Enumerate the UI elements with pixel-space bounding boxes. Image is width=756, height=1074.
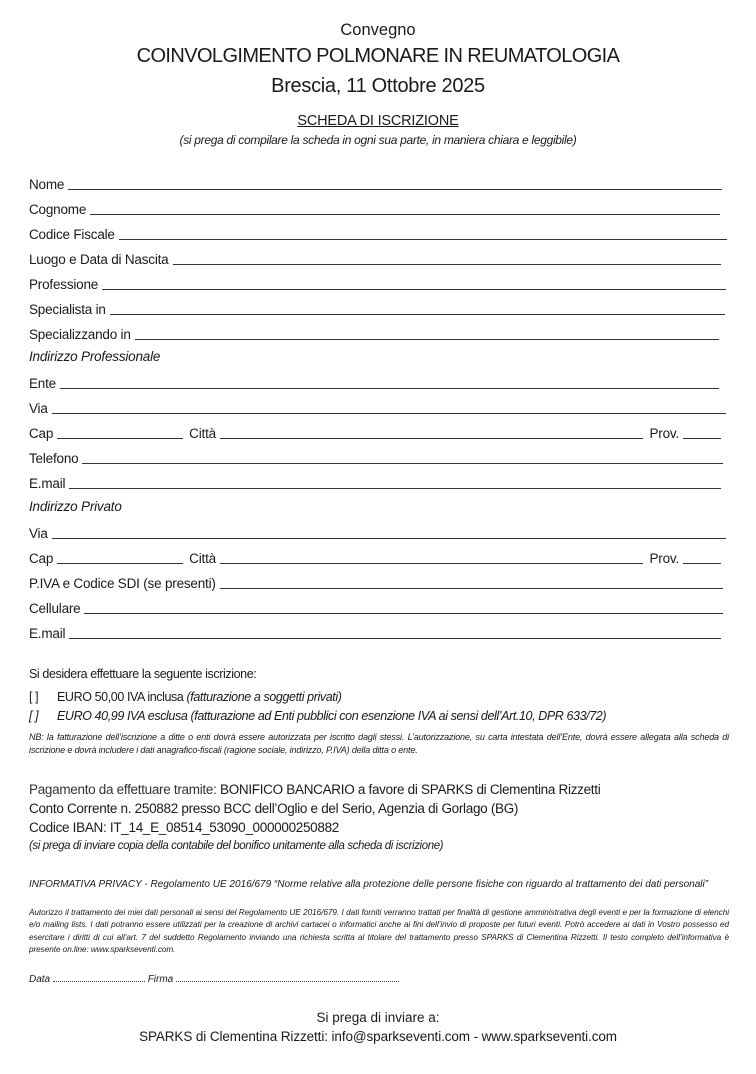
field-cap-citta-prov-priv (29, 547, 721, 567)
field-label: Città (189, 426, 216, 441)
option-note: (fatturazione ad Enti pubblici con esenzione IVA ai sensi dell’Art.10, DPR 633/72) (190, 709, 607, 723)
specializzando-input-line[interactable] (135, 339, 719, 340)
field-label: Prov. (649, 551, 679, 566)
via-priv-input-line[interactable] (52, 538, 726, 539)
field-luogo-data-nascita (29, 248, 721, 268)
privacy-body: Autorizzo il trattamento dei miei dati personali ai sensi del Regolamento UE 2016/679. I dati forniti verranno trattati per finalità di gestione amministrativa degli eventi e per la formazione di elenchi e/o mailing lists. I dati potranno essere utilizzati per la creazione di archivi cartacei o informatici anche ai fini dell’invio di proposte per futuri eventi. Potrò accedere ai dati in Vostro possesso ed esercitare i diritti di cui all’art. 7 del suddetto Regolamento inviando una richiesta scritta al titolare del trattamento presso SPARKS di Clementina Rizzetti. Il testo completo dell’informativa è presente on.line: www.sparkseventi.com. (29, 908, 729, 954)
field-label: Cognome (29, 202, 87, 217)
citta-prof-input-line[interactable] (220, 438, 644, 439)
signature-input-line[interactable] (176, 972, 399, 982)
field-label: Prov. (649, 426, 679, 441)
option-price: EURO 50,00 IVA inclusa (57, 690, 184, 704)
date-input-line[interactable] (53, 972, 145, 982)
payment-note: (si prega di inviare copia della contabile del bonifico unitamente alla scheda di iscrizione) (29, 840, 444, 852)
payment-iban: Codice IBAN: IT_14_E_08514_53090_000000250882 (29, 820, 340, 835)
payment-line-1 (29, 782, 600, 797)
cognome-input-line[interactable] (90, 214, 720, 215)
field-cognome (29, 198, 720, 218)
event-place-date: Brescia, 11 Ottobre 2025 (271, 75, 485, 97)
field-label: Telefono (29, 451, 79, 466)
via-prof-input-line[interactable] (52, 413, 726, 414)
field-specializzando (29, 323, 719, 343)
field-specialista (29, 298, 725, 318)
field-ente (29, 372, 719, 392)
field-nome (29, 173, 722, 193)
section-professional-address: Indirizzo Professionale (29, 349, 161, 364)
checkbox-privati[interactable]: [ ] (29, 690, 39, 704)
citta-priv-input-line[interactable] (220, 563, 644, 564)
form-title: SCHEDA DI ISCRIZIONE (297, 113, 459, 129)
option-privati[interactable] (29, 690, 342, 704)
field-label: Cellulare (29, 601, 81, 616)
payment-line-2: Conto Corrente n. 250882 presso BCC dell’Oglio e del Serio, Agenzia di Gorlago (BG) (29, 801, 519, 816)
prov-priv-input-line[interactable] (683, 563, 721, 564)
field-telefono (29, 447, 723, 467)
field-professione (29, 273, 726, 293)
event-title: COINVOLGIMENTO POLMONARE IN REUMATOLOGIA (136, 45, 620, 67)
privacy-heading: INFORMATIVA PRIVACY - Regolamento UE 2016/679 “Norme relative alla protezione delle persone fisiche con riguardo al trattamento dei dati personali” (29, 879, 709, 890)
event-type: Convegno (340, 21, 416, 39)
cellulare-input-line[interactable] (84, 613, 723, 614)
field-label: Codice Fiscale (29, 227, 115, 242)
date-label: Data (29, 974, 51, 985)
telefono-input-line[interactable] (82, 463, 723, 464)
email-priv-input-line[interactable] (69, 638, 721, 639)
field-label: Cap (29, 426, 54, 441)
registration-title: Si desidera effettuare la seguente iscrizione: (29, 667, 257, 681)
option-note: (fatturazione a soggetti privati) (186, 690, 342, 704)
piva-sdi-input-line[interactable] (220, 588, 723, 589)
nome-input-line[interactable] (68, 189, 722, 190)
field-label: Professione (29, 277, 99, 292)
field-label: P.IVA e Codice SDI (se presenti) (29, 576, 216, 591)
cap-priv-input-line[interactable] (57, 563, 183, 564)
field-label: Via (29, 401, 48, 416)
field-label: Città (189, 551, 216, 566)
specialista-input-line[interactable] (110, 314, 725, 315)
ente-input-line[interactable] (60, 388, 719, 389)
field-piva-sdi (29, 572, 723, 592)
field-via-priv (29, 522, 726, 542)
nb-note: NB: la fatturazione dell’iscrizione a ditte o enti dovrà essere autorizzata per iscritto dagli stessi. L’autorizzazione, su carta intestata dell’Ente, dovrà essere allegata alla scheda di iscrizione e dovrà includere i dati anagrafico-fiscali (ragione sociale, indirizzo, P.IVA) della ditta o ente. (29, 732, 729, 755)
field-label: Specializzando in (29, 327, 131, 342)
payment-prefix: Pagamento da effettuare tramite: (29, 782, 220, 797)
field-email-priv (29, 622, 721, 642)
codice-fiscale-input-line[interactable] (119, 239, 727, 240)
option-enti[interactable] (29, 709, 606, 723)
footer-contacts: SPARKS di Clementina Rizzetti: info@sparkseventi.com - www.sparkseventi.com (139, 1029, 617, 1044)
section-private-address: Indirizzo Privato (29, 499, 122, 514)
field-cap-citta-prov-prof (29, 422, 721, 442)
prov-prof-input-line[interactable] (683, 438, 721, 439)
field-label: Nome (29, 177, 65, 192)
form-instructions: (si prega di compilare la scheda in ogni sua parte, in maniera chiara e leggibile) (179, 133, 577, 147)
luogo-data-nascita-input-line[interactable] (173, 264, 722, 265)
field-label: Cap (29, 551, 54, 566)
payment-method: BONIFICO BANCARIO a favore di SPARKS di Clementina Rizzetti (219, 782, 601, 797)
field-label: Luogo e Data di Nascita (29, 252, 169, 267)
field-label: Specialista in (29, 302, 106, 317)
field-label: E.mail (29, 626, 66, 641)
field-via-prof (29, 397, 726, 417)
option-price: EURO 40,99 IVA esclusa (57, 709, 188, 723)
field-email-prof (29, 472, 721, 492)
sign-label: Firma (147, 974, 174, 985)
professione-input-line[interactable] (102, 289, 726, 290)
field-label: Ente (29, 376, 56, 391)
cap-prof-input-line[interactable] (57, 438, 183, 439)
footer-send-to: Si prega di inviare a: (316, 1010, 440, 1025)
field-label: Via (29, 526, 48, 541)
signature-row (29, 972, 399, 985)
field-cellulare (29, 597, 723, 617)
field-codice-fiscale (29, 223, 727, 243)
field-label: E.mail (29, 476, 66, 491)
email-prof-input-line[interactable] (69, 488, 721, 489)
checkbox-enti[interactable]: [ ] (29, 709, 39, 723)
